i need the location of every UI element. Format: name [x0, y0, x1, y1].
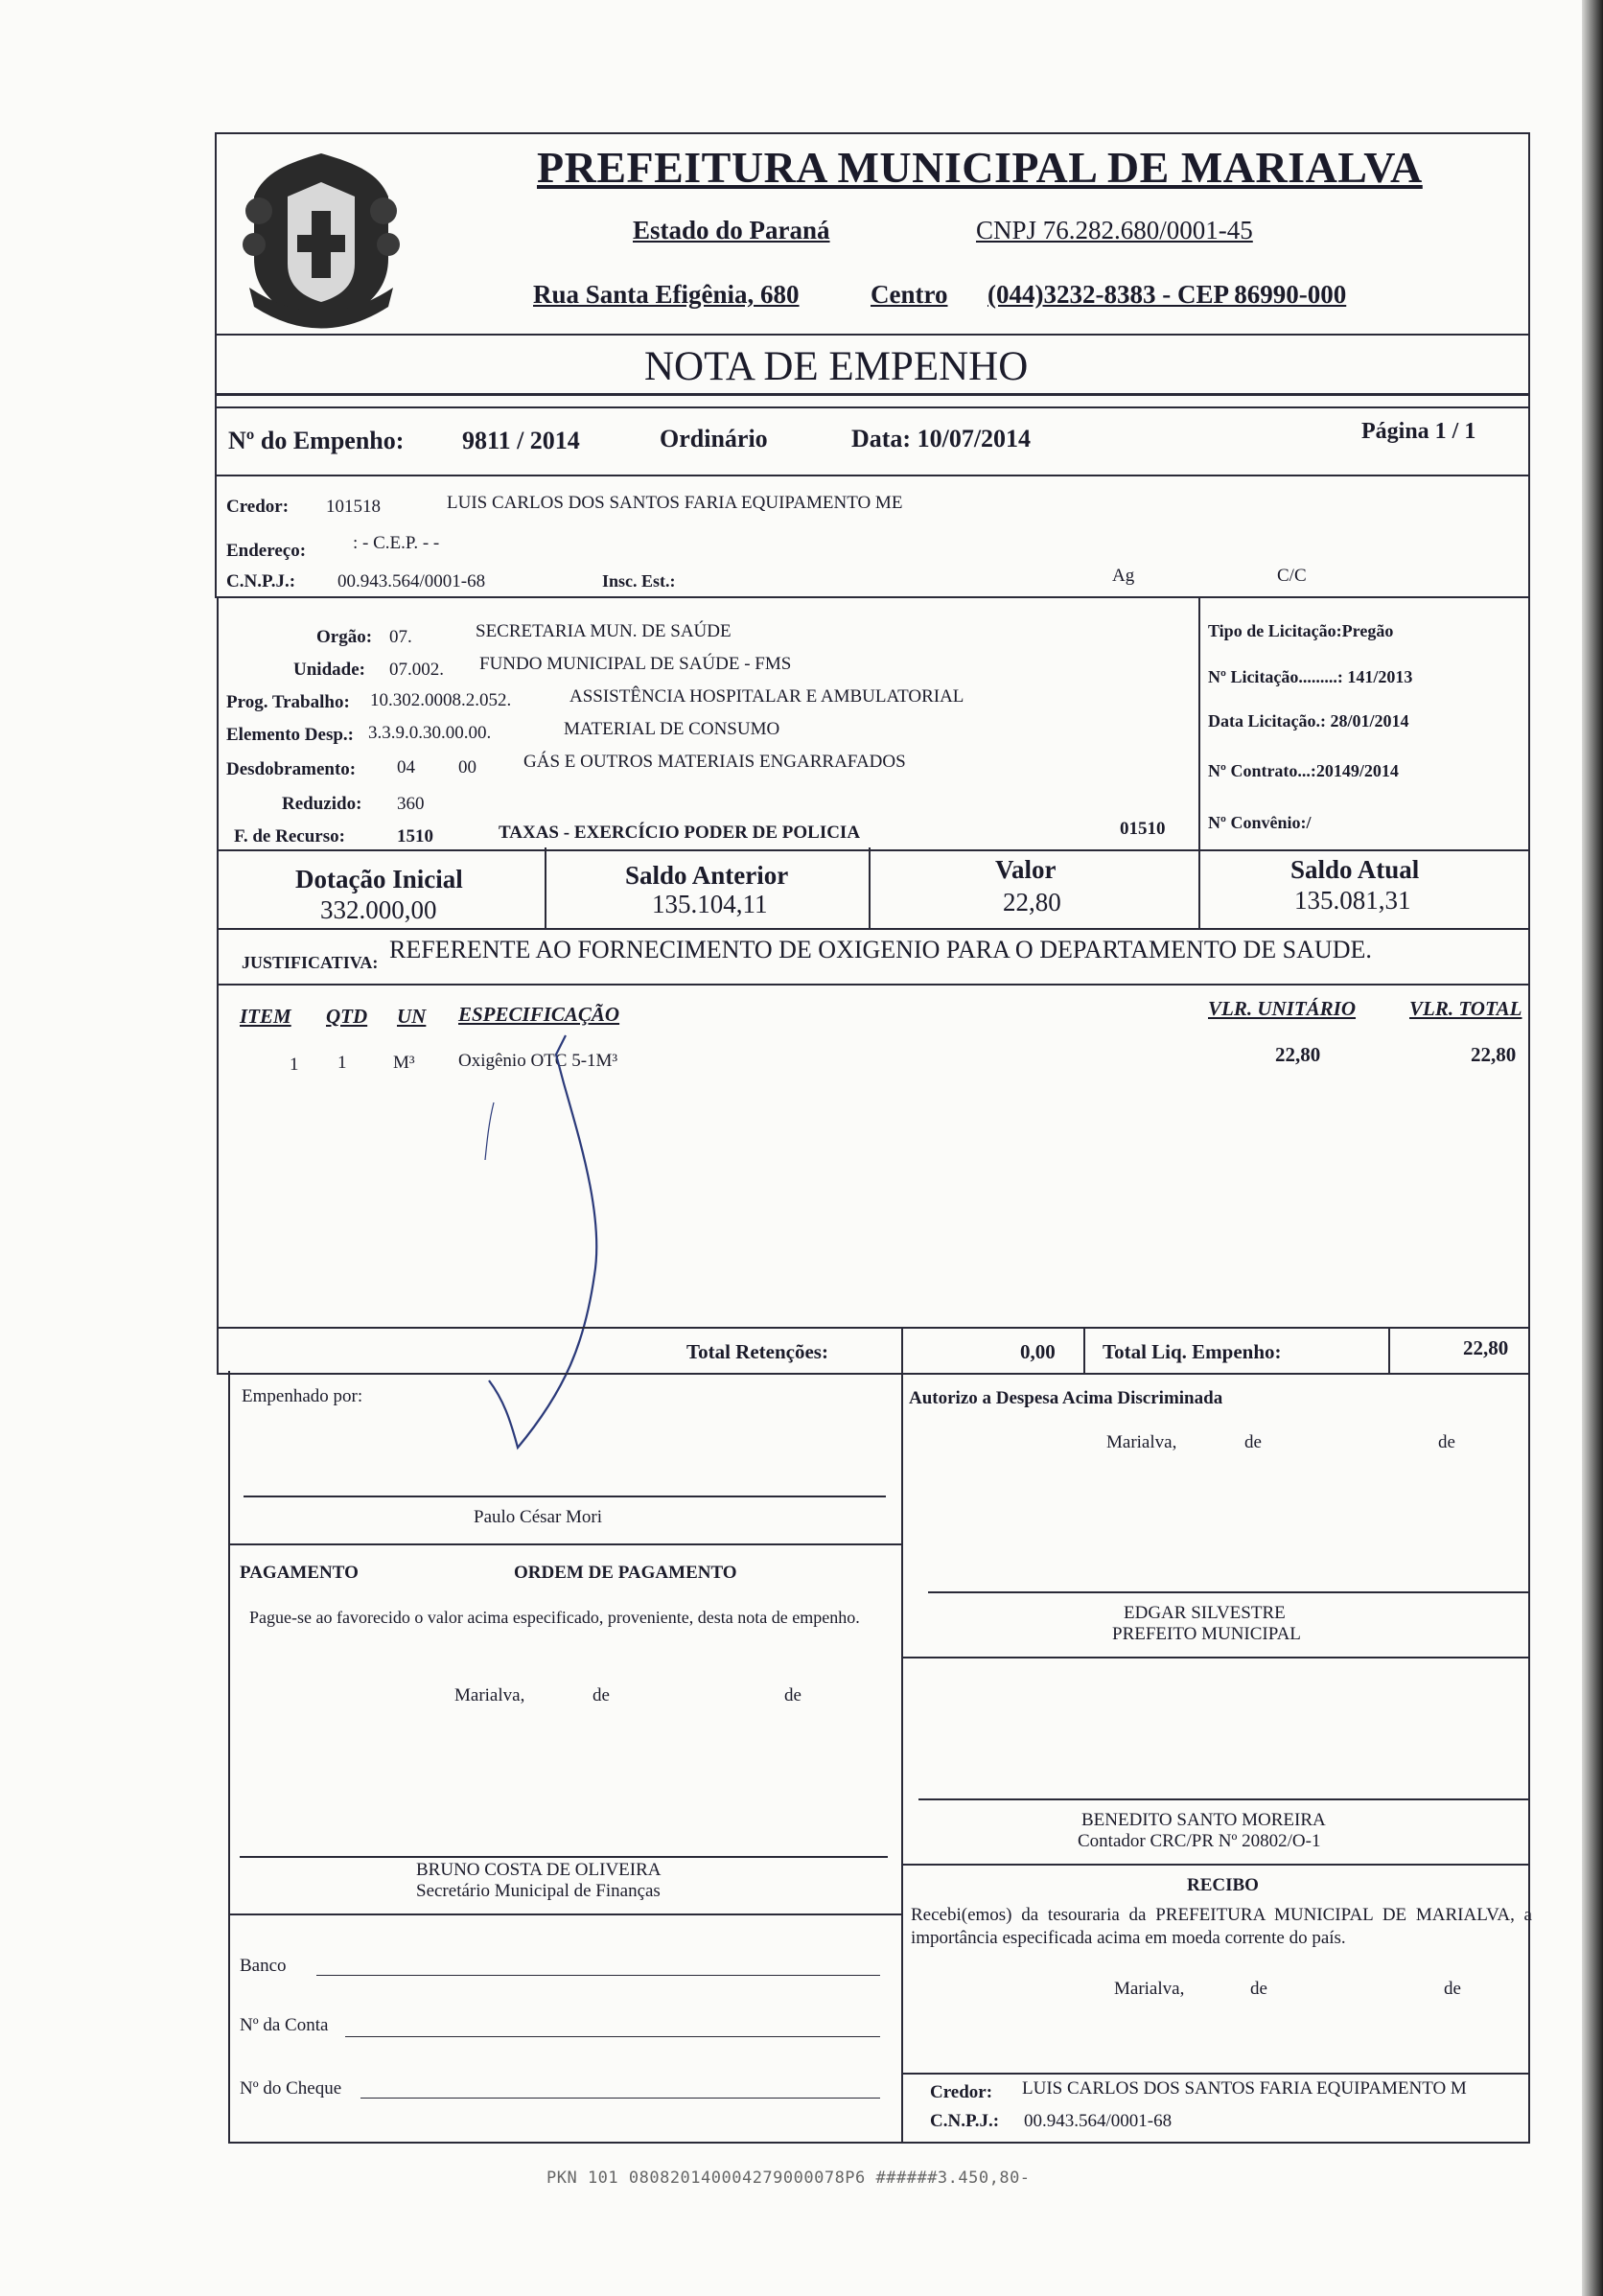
total-retencoes-value: 0,00: [1020, 1340, 1056, 1363]
tipo-licitacao: Tipo de Licitação:Pregão: [1208, 621, 1394, 640]
prefeito-role: PREFEITO MUNICIPAL: [1112, 1624, 1301, 1644]
secretario-role: Secretário Municipal de Finanças: [416, 1881, 661, 1901]
row-vlr-total: 22,80: [1471, 1043, 1517, 1066]
valor-label: Valor: [995, 855, 1057, 884]
ordem-de-1: de: [592, 1685, 610, 1705]
elemento-name: MATERIAL DE CONSUMO: [564, 719, 780, 739]
empenhado-name: Paulo César Mori: [474, 1507, 603, 1527]
saldo-atual-value: 135.081,31: [1294, 886, 1411, 915]
col-qtd: QTD: [326, 1005, 368, 1028]
recibo-de-2: de: [1444, 1979, 1461, 1999]
estado: Estado do Paraná: [633, 216, 830, 244]
autorizo-de-1: de: [1244, 1432, 1262, 1452]
totals-row-box: [217, 1327, 1530, 1375]
pagamento-label: PAGAMENTO: [240, 1563, 359, 1583]
recibo-cnpj-label: C.N.P.J.:: [930, 2111, 1000, 2131]
recibo-label: RECIBO: [1187, 1875, 1259, 1895]
prefeitura-title: PREFEITURA MUNICIPAL DE MARIALVA: [537, 143, 1423, 192]
elemento-code: 3.3.9.0.30.00.00.: [368, 723, 492, 743]
saldos-divider-3: [1198, 847, 1200, 928]
empenho-number: 9811 / 2014: [462, 427, 580, 454]
conta-label: Nº da Conta: [240, 2015, 329, 2035]
pagamento-mid-line: [901, 1657, 1528, 1658]
credor-label: Credor:: [226, 497, 290, 517]
ordem-pagamento-label: ORDEM DE PAGAMENTO: [514, 1563, 737, 1583]
ordem-de-2: de: [784, 1685, 802, 1705]
prog-code: 10.302.0008.2.052.: [370, 690, 512, 710]
cheque-line[interactable]: [360, 2098, 880, 2099]
recibo-de-1: de: [1250, 1979, 1267, 1999]
recibo-text: Recebi(emos) da tesouraria da PREFEITURA MUNICIPAL DE MARIALVA, a importância especificada acima em moeda corrente do país.: [911, 1905, 1532, 1948]
signatures-mid-divider: [901, 1371, 903, 2142]
unidade-name: FUNDO MUNICIPAL DE SAÚDE - FMS: [479, 654, 792, 674]
items-area: [217, 984, 1530, 1327]
recurso-label: F. de Recurso:: [234, 826, 345, 847]
autorizo-de-2: de: [1438, 1432, 1455, 1452]
totals-divider-1: [901, 1327, 903, 1373]
justificativa-label: JUSTIFICATIVA:: [242, 953, 379, 972]
saldos-divider-2: [869, 847, 871, 928]
prog-label: Prog. Trabalho:: [226, 692, 350, 712]
valor-value: 22,80: [1003, 888, 1061, 916]
recurso-code2: 01510: [1120, 819, 1166, 839]
total-liquido-label: Total Liq. Empenho:: [1103, 1340, 1282, 1363]
signatures-box: [228, 1371, 1530, 2144]
cheque-label: Nº do Cheque: [240, 2078, 342, 2099]
elemento-label: Elemento Desp.:: [226, 725, 354, 745]
recibo-top-line: [901, 1864, 1528, 1866]
secretario-bottom-line: [228, 1913, 901, 1915]
recibo-bottom-line: [901, 2073, 1528, 2075]
street: Rua Santa Efigênia, 680: [533, 280, 800, 309]
reduzido-value: 360: [397, 794, 425, 814]
desdobramento-b: 00: [458, 757, 476, 777]
orgao-label: Orgão:: [316, 627, 373, 647]
endereco-value: : - C.E.P. - -: [353, 533, 440, 553]
phone-cep: (044)3232-8383 - CEP 86990-000: [987, 280, 1347, 309]
saldo-anterior-value: 135.104,11: [652, 890, 768, 918]
district: Centro: [871, 280, 948, 309]
ordem-date: Marialva,: [454, 1685, 525, 1705]
row-item: 1: [290, 1055, 299, 1075]
col-vlr-total: VLR. TOTAL: [1409, 997, 1522, 1020]
banco-line[interactable]: [316, 1975, 880, 1976]
cnpj-value: 00.943.564/0001-68: [337, 571, 486, 591]
totals-divider-3: [1388, 1327, 1390, 1373]
desdobramento-a: 04: [397, 757, 415, 777]
dotacao-inicial-label: Dotação Inicial: [295, 865, 463, 893]
coat-of-arms-logo: [230, 144, 412, 336]
page-number: Página 1 / 1: [1361, 419, 1476, 444]
recurso-name: TAXAS - EXERCÍCIO PODER DE POLICIA: [499, 823, 861, 843]
recibo-credor-label: Credor:: [930, 2082, 993, 2102]
desdobramento-name: GÁS E OUTROS MATERIAIS ENGARRAFADOS: [523, 752, 906, 772]
row-un: M³: [393, 1053, 415, 1073]
contador-signature-line: [918, 1798, 1528, 1800]
totals-divider-2: [1083, 1327, 1085, 1373]
saldos-divider-1: [545, 847, 546, 928]
desdobramento-label: Desdobramento:: [226, 759, 357, 779]
secretario-signature-line: [240, 1856, 888, 1858]
numero-contrato: Nº Contrato...:20149/2014: [1208, 761, 1399, 780]
footer-code: PKN 101 080820140004279000078P6 ######3.450,80-: [546, 2168, 1031, 2188]
cnpj-label: C.N.P.J.:: [226, 571, 296, 591]
unidade-code: 07.002.: [389, 660, 444, 680]
data-licitacao: Data Licitação.: 28/01/2014: [1208, 711, 1409, 731]
col-un: UN: [397, 1005, 427, 1028]
reduzido-label: Reduzido:: [282, 794, 362, 814]
endereco-label: Endereço:: [226, 541, 307, 561]
prefeito-signature-line: [928, 1591, 1530, 1593]
recibo-date: Marialva,: [1114, 1979, 1185, 1999]
orgao-code: 07.: [389, 627, 412, 647]
dotacao-inicial-value: 332.000,00: [320, 895, 437, 924]
ordem-pagamento-text: Pague-se ao favorecido o valor acima especificado, proveniente, desta nota de empenho.: [249, 1608, 860, 1627]
prog-name: ASSISTÊNCIA HOSPITALAR E AMBULATORIAL: [569, 686, 964, 707]
autorizo-date: Marialva,: [1106, 1432, 1177, 1452]
saldo-anterior-label: Saldo Anterior: [625, 861, 789, 890]
empenhado-label: Empenhado por:: [242, 1386, 363, 1406]
col-item: ITEM: [240, 1005, 291, 1028]
row-vlr-unitario: 22,80: [1275, 1043, 1321, 1066]
cnpj-header: CNPJ 76.282.680/0001-45: [976, 216, 1253, 244]
empenho-label: Nº do Empenho:: [228, 427, 405, 454]
saldo-atual-label: Saldo Atual: [1290, 855, 1420, 884]
justificativa-text: REFERENTE AO FORNECIMENTO DE OXIGENIO PARA O DEPARTAMENTO DE SAUDE.: [389, 936, 1372, 963]
row-especificacao: Oxigênio OTC 5-1M³: [458, 1051, 618, 1071]
cc-label: C/C: [1277, 566, 1307, 586]
secretario-name: BRUNO COSTA DE OLIVEIRA: [416, 1860, 662, 1880]
empenho-type: Ordinário: [660, 425, 768, 452]
dotacao-divider: [1198, 596, 1200, 847]
conta-line[interactable]: [345, 2036, 880, 2037]
autorizo-label: Autorizo a Despesa Acima Discriminada: [909, 1388, 1223, 1408]
credor-code: 101518: [326, 497, 381, 517]
prefeito-name: EDGAR SILVESTRE: [1124, 1603, 1286, 1623]
recibo-credor-name: LUIS CARLOS DOS SANTOS FARIA EQUIPAMENTO M: [1022, 2078, 1467, 2099]
contador-name: BENEDITO SANTO MOREIRA: [1081, 1810, 1326, 1830]
banco-label: Banco: [240, 1956, 287, 1976]
row-qtd: 1: [337, 1053, 347, 1073]
numero-convenio: Nº Convênio:/: [1208, 813, 1312, 832]
numero-licitacao: Nº Licitação.........: 141/2013: [1208, 667, 1413, 686]
ag-label: Ag: [1112, 566, 1135, 586]
contador-role: Contador CRC/PR Nº 20802/O-1: [1078, 1831, 1321, 1851]
empenho-date: Data: 10/07/2014: [851, 425, 1032, 452]
insc-est-label: Insc. Est.:: [602, 571, 676, 591]
page-edge-shadow: [1582, 0, 1603, 2296]
credor-name: LUIS CARLOS DOS SANTOS FARIA EQUIPAMENTO ME: [447, 493, 903, 513]
col-especificacao: ESPECIFICAÇÃO: [458, 1003, 620, 1026]
unidade-label: Unidade:: [293, 660, 365, 680]
col-vlr-unitario: VLR. UNITÁRIO: [1208, 997, 1357, 1020]
total-retencoes-label: Total Retenções:: [686, 1340, 828, 1363]
orgao-name: SECRETARIA MUN. DE SAÚDE: [476, 621, 732, 641]
total-liquido-value: 22,80: [1463, 1336, 1509, 1359]
pagamento-top-line: [228, 1543, 901, 1545]
recurso-code: 1510: [397, 826, 433, 847]
empenhado-signature-line: [244, 1496, 886, 1497]
recibo-cnpj-value: 00.943.564/0001-68: [1024, 2111, 1173, 2131]
document-title: NOTA DE EMPENHO: [644, 344, 1029, 389]
